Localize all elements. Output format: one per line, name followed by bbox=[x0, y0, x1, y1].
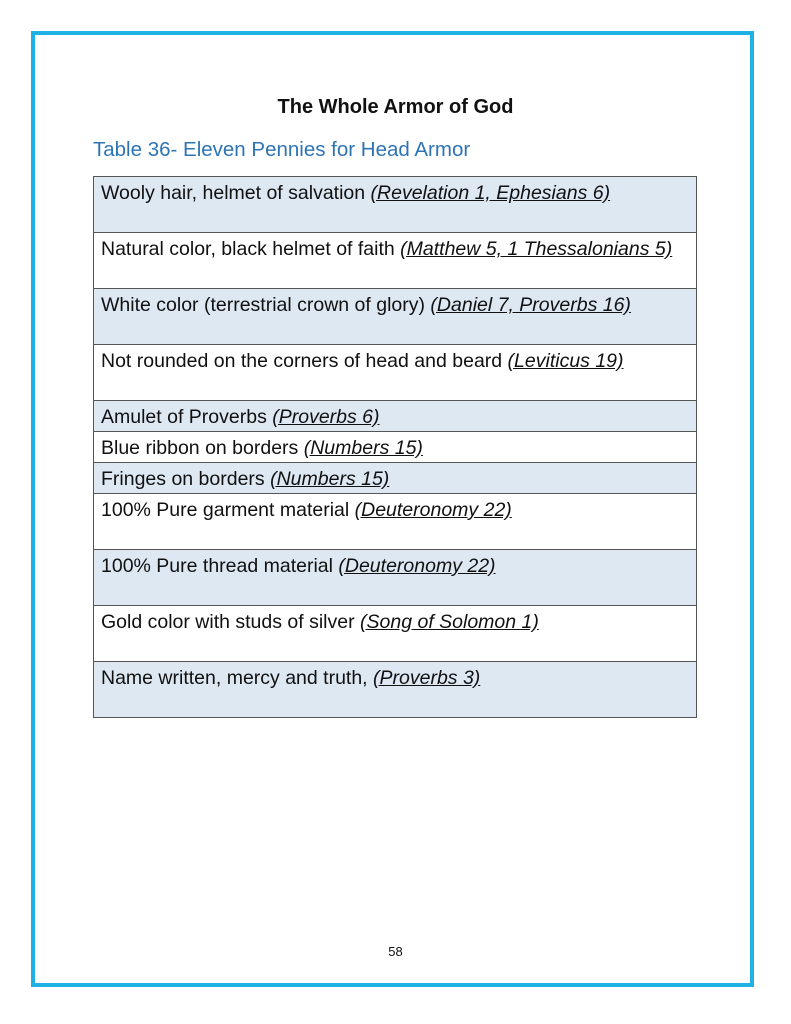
table-cell bbox=[94, 662, 697, 718]
table-row bbox=[94, 606, 697, 662]
table-row bbox=[94, 177, 697, 233]
item-text: Blue ribbon on borders bbox=[101, 437, 304, 459]
table-caption: Table 36- Eleven Pennies for Head Armor bbox=[93, 138, 471, 161]
table-row bbox=[94, 494, 697, 550]
table-row bbox=[94, 233, 697, 289]
scripture-reference: (Proverbs 3) bbox=[373, 667, 481, 689]
scripture-reference: (Matthew 5, 1 Thessalonians 5) bbox=[400, 238, 673, 260]
item-text: Amulet of Proverbs bbox=[101, 406, 273, 428]
table-cell bbox=[94, 233, 697, 289]
scripture-reference: (Daniel 7, Proverbs 16) bbox=[430, 294, 631, 316]
table-cell bbox=[94, 463, 697, 494]
document-title: The Whole Armor of God bbox=[277, 96, 514, 118]
head-armor-table bbox=[93, 176, 697, 718]
table-cell bbox=[94, 494, 697, 550]
item-text: Fringes on borders bbox=[101, 468, 271, 490]
table-cell bbox=[94, 432, 697, 463]
scripture-reference: (Numbers 15) bbox=[303, 437, 423, 459]
table-cell bbox=[94, 606, 697, 662]
page-number: 58 bbox=[388, 944, 403, 959]
table-row bbox=[94, 550, 697, 606]
item-text: Wooly hair, helmet of salvation bbox=[101, 182, 371, 204]
scripture-reference: (Deuteronomy 22) bbox=[354, 499, 512, 521]
scripture-reference: (Song of Solomon 1) bbox=[360, 611, 539, 633]
scripture-reference: (Revelation 1, Ephesians 6) bbox=[370, 182, 611, 204]
item-text: Natural color, black helmet of faith bbox=[101, 238, 401, 260]
table-row bbox=[94, 432, 697, 463]
table-row bbox=[94, 662, 697, 718]
table-row bbox=[94, 345, 697, 401]
table-cell bbox=[94, 177, 697, 233]
scripture-reference: (Numbers 15) bbox=[270, 468, 390, 490]
table-cell bbox=[94, 550, 697, 606]
item-text: Not rounded on the corners of head and beard bbox=[101, 350, 508, 372]
table-cell bbox=[94, 289, 697, 345]
item-text: 100% Pure thread material bbox=[101, 555, 339, 577]
table-cell bbox=[94, 345, 697, 401]
item-text: White color (terrestrial crown of glory) bbox=[101, 294, 431, 316]
table-row bbox=[94, 463, 697, 494]
table-cell bbox=[94, 401, 697, 432]
scripture-reference: (Deuteronomy 22) bbox=[338, 555, 496, 577]
item-text: 100% Pure garment material bbox=[101, 499, 355, 521]
scripture-reference: (Proverbs 6) bbox=[272, 406, 380, 428]
table-row bbox=[94, 401, 697, 432]
item-text: Name written, mercy and truth, bbox=[101, 667, 374, 689]
scripture-reference: (Leviticus 19) bbox=[507, 350, 624, 372]
item-text: Gold color with studs of silver bbox=[101, 611, 361, 633]
table-row bbox=[94, 289, 697, 345]
